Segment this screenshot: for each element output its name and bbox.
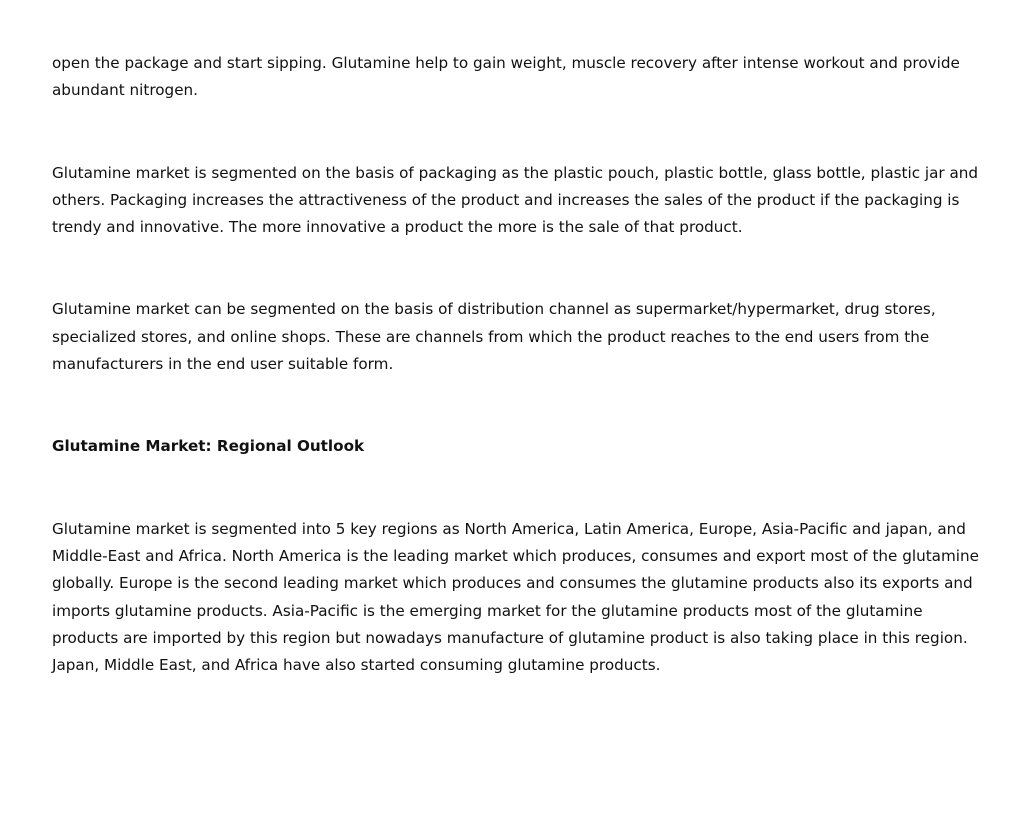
paragraph-distribution: Glutamine market can be segmented on the basis of distribution channel as supermarket/hypermarket, drug stores, specialized stores, and online shops. These are channels from which the product reaches to the end users from the manufacturers in the end user suitable form. [52, 300, 941, 374]
paragraph-spacer [52, 105, 982, 160]
paragraph-spacer [52, 461, 982, 516]
paragraph-packaging: Glutamine market is segmented on the basis of packaging as the plastic pouch, plastic bottle, glass bottle, plastic jar and others. Packaging increases the attractiveness of the product and increases the sales of the product if the packaging is trendy and innovative. The more innovative a product the more is the sale of that product. [52, 163, 983, 237]
paragraph-intro: open the package and start sipping. Glutamine help to gain weight, muscle recovery after intense workout and provide abundant nitrogen. [52, 54, 965, 100]
paragraph-spacer [52, 241, 982, 296]
paragraph-spacer [52, 378, 982, 433]
section-heading-regional-outlook: Glutamine Market: Regional Outlook [52, 437, 365, 456]
paragraph-regional: Glutamine market is segmented into 5 key regions as North America, Latin America, Europe, Asia-Pacific and japan, and Middle-East and Africa. North America is the leading market which produces, consumes and export most of the glutamine globally. Europe is the second leading market which produces and consumes the glutamine products also its exports and imports glutamine products. Asia-Pacific is the emerging market for the glutamine products most of the glutamine products are imported by this region but nowadays manufacture of glutamine product is also taking place in this region. Japan, Middle East, and Africa have also started consuming glutamine products. [52, 519, 984, 675]
document-body [52, 50, 982, 679]
